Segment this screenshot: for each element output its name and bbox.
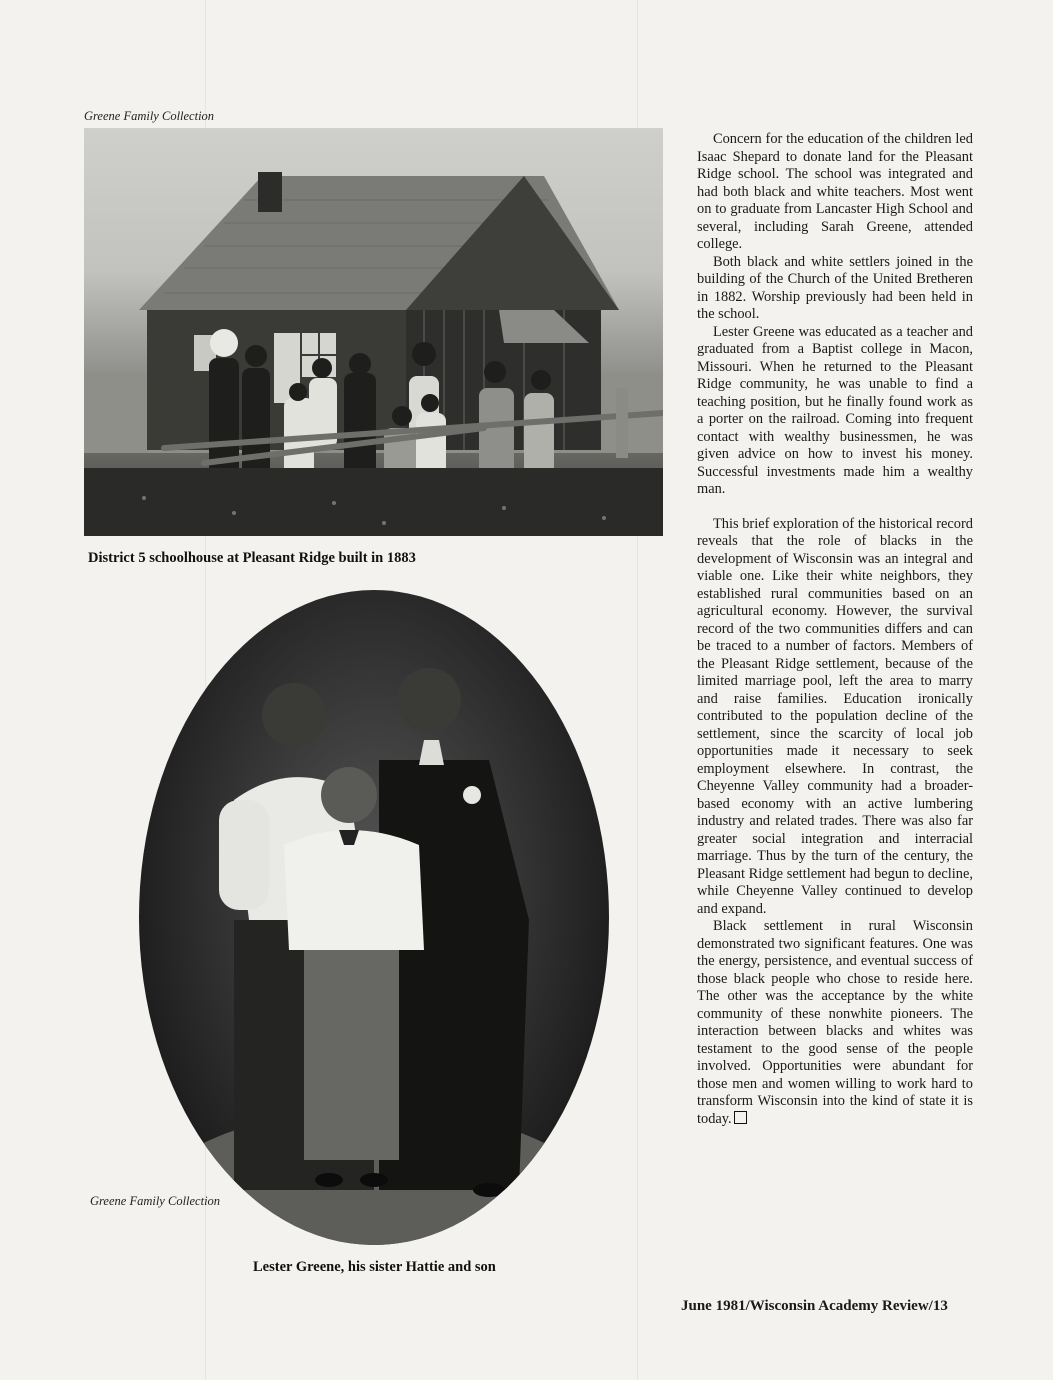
photo-credit-top: Greene Family Collection bbox=[84, 109, 215, 123]
page-footer: June 1981/Wisconsin Academy Review/13 bbox=[681, 1298, 948, 1314]
schoolhouse-caption: District 5 schoolhouse at Pleasant Ridge built in 1883 bbox=[88, 550, 416, 566]
article-paragraph: Concern for the education of the children led Isaac Shepard to donate land for the Pleasant Ridge school. The school was integrated and had both black and white teachers. Most went on to graduate from Lancaster High School and several, including Sarah Greene, attended college. bbox=[697, 131, 973, 252]
article-paragraph-text: Black settlement in rural Wisconsin demonstrated two significant features. One was the energy, persistence, and eventual success of those black people who chose to reside here. The other was the acceptance by the white community of these nonwhite pioneers. The interaction between blacks and whites was testament to the good sense of the people involved. Opportunities were abundant for those men and women willing to work hard to transform Wisconsin into the kind of state it is today. bbox=[697, 918, 973, 1127]
article-paragraph-last bbox=[697, 918, 973, 1128]
schoolhouse-photo bbox=[84, 128, 663, 536]
end-of-article-mark bbox=[734, 1111, 747, 1124]
article-column bbox=[697, 131, 973, 1128]
article-paragraph: Both black and white settlers joined in the building of the Church of the United Bretheren in 1882. Worship previously had been held in the school. bbox=[697, 253, 973, 322]
article-paragraph: Lester Greene was educated as a teacher and graduated from a Baptist college in Macon, Missouri. When he returned to the Pleasant Ridge community, he was unable to find a teaching position, but he finally found work as a porter on the railroad. Coming into frequent contact with wealthy businessmen, he was given advice on how to invest his money. Successful investments made him a wealthy man. bbox=[697, 323, 973, 497]
article-paragraph: This brief exploration of the historical record reveals that the role of blacks in the development of Wisconsin was an integral and viable one. Like their white neighbors, they established rural communities based on an agricultural economy. However, the survival record of the two communities differs and can be traced to a number of factors. Members of the Pleasant Ridge settlement, because of the limited marriage pool, left the area to marry and raise families. Education ironically contributed to the population decline of the settlement, since the scarcity of local job opportunities made it necessary to seek employment elsewhere. In contrast, the Cheyenne Valley community had a broader-based economy with an active lumbering industry and related trades. There was also far greater social integration and interracial marriage. Thus by the turn of the century, the Pleasant Ridge settlement had begun to decline, while Cheyenne Valley continued to develop and expand. bbox=[697, 515, 973, 917]
photo-credit-bottom: Greene Family Collection bbox=[90, 1194, 221, 1208]
greene-family-portrait bbox=[139, 590, 609, 1245]
portrait-caption: Lester Greene, his sister Hattie and son bbox=[253, 1259, 496, 1275]
